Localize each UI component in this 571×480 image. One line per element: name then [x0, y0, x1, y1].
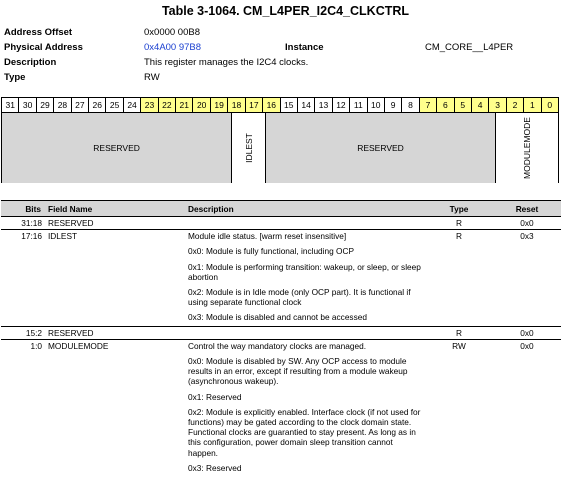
cell-bits: 1:0 — [1, 339, 45, 476]
bitfield-idlest — [232, 113, 266, 183]
cell-description — [185, 339, 425, 476]
cell-description — [185, 217, 425, 230]
bitfield-reserved — [266, 113, 496, 183]
meta-row-address-offset — [4, 25, 567, 40]
description-paragraph: Control the way mandatory clocks are managed. — [188, 340, 367, 351]
bit-number: 20 — [193, 98, 210, 112]
bit-number: 7 — [420, 98, 437, 112]
header-description: Description — [185, 201, 425, 217]
description-paragraph: 0x2: Module is explicitly enabled. Interface clock (if not used for functions) may be gated according to the clock domain state. Functional clocks are guarantied to stay present. As long as in this configuration, power domain sleep transition cannot happen. — [188, 406, 421, 458]
header-bits: Bits — [1, 201, 45, 217]
cell-field-name: IDLEST — [45, 230, 185, 326]
bit-number: 1 — [524, 98, 541, 112]
bit-number: 24 — [124, 98, 141, 112]
cell-type: R — [456, 218, 462, 228]
description-paragraph: 0x3: Module is disabled and cannot be accessed — [188, 312, 367, 323]
bit-number: 10 — [368, 98, 385, 112]
cell-reset: 0x0 — [493, 339, 561, 476]
table-title: Table 3-1064. CM_L4PER_I2C4_CLKCTRL — [161, 4, 410, 18]
bit-number: 14 — [298, 98, 315, 112]
bit-number: 0 — [542, 98, 558, 112]
bit-number: 4 — [472, 98, 489, 112]
bit-number: 31 — [2, 98, 19, 112]
bit-number: 29 — [37, 98, 54, 112]
bit-number: 16 — [263, 98, 280, 112]
register-field-table — [1, 200, 561, 476]
bit-number: 22 — [159, 98, 176, 112]
bit-number: 28 — [54, 98, 71, 112]
physical-address-link[interactable]: 0x4A00 97B8 — [144, 42, 202, 53]
cell-type: R — [425, 230, 493, 326]
bitfield-fields-row — [2, 113, 558, 183]
bitfield-reserved — [2, 113, 232, 183]
bitfield-modulemode — [496, 113, 558, 183]
table-row — [1, 326, 561, 339]
instance-label: Instance — [285, 42, 324, 53]
meta-row-physical-address — [4, 40, 567, 55]
bit-number: 25 — [106, 98, 123, 112]
bit-number: 26 — [89, 98, 106, 112]
cell-reset: 0x0 — [493, 326, 561, 339]
bitfield-label: RESERVED — [93, 143, 140, 153]
bit-number: 11 — [350, 98, 367, 112]
bit-number: 30 — [19, 98, 36, 112]
bitfield-diagram — [1, 97, 559, 183]
bit-number: 17 — [246, 98, 263, 112]
bit-number: 3 — [489, 98, 506, 112]
cell-field-name: RESERVED — [48, 218, 94, 228]
table-row — [1, 217, 561, 230]
header-field-name: Field Name — [45, 201, 185, 217]
type-label: Type — [4, 72, 26, 83]
register-meta — [4, 25, 567, 85]
physical-address-label: Physical Address — [4, 42, 83, 53]
bit-number: 8 — [402, 98, 419, 112]
bit-number: 13 — [315, 98, 332, 112]
description-paragraph: Module idle status. [warm reset insensitive] — [188, 231, 347, 242]
bit-number: 5 — [455, 98, 472, 112]
description-paragraph: 0x1: Module is performing transition: wakeup, or sleep, or sleep abortion — [188, 261, 421, 282]
meta-row-description — [4, 55, 567, 70]
cell-bits: 31:18 — [21, 218, 42, 228]
description-paragraph: 0x1: Reserved — [188, 391, 242, 402]
bit-number: 15 — [281, 98, 298, 112]
description-paragraph: 0x3: Reserved — [188, 462, 242, 473]
cell-description — [185, 326, 425, 339]
bit-number: 21 — [176, 98, 193, 112]
bit-number: 6 — [437, 98, 454, 112]
bitfield-label: RESERVED — [357, 143, 404, 153]
bit-number: 23 — [141, 98, 158, 112]
description-paragraph: 0x2: Module is in Idle mode (only OCP part). It is functional if using separate functional clock — [188, 287, 411, 308]
cell-field-name: MODULEMODE — [45, 339, 185, 476]
header-reset: Reset — [493, 201, 561, 217]
description-value: This register manages the I2C4 clocks. — [144, 57, 309, 68]
description-paragraph: 0x0: Module is fully functional, including OCP — [188, 246, 355, 257]
address-offset-label: Address Offset — [4, 27, 73, 38]
bit-number: 12 — [333, 98, 350, 112]
description-paragraph: 0x0: Module is disabled by SW. Any OCP access to module results in an error, except if resulting from a module wakeup (asynchronous wakeup). — [188, 356, 408, 387]
bit-number: 19 — [211, 98, 228, 112]
meta-row-type — [4, 70, 567, 85]
cell-bits: 17:16 — [1, 230, 45, 326]
cell-type: RW — [425, 339, 493, 476]
table-row — [1, 339, 561, 476]
description-label: Description — [4, 57, 57, 68]
bit-number-row — [2, 98, 558, 113]
bit-number: 18 — [228, 98, 245, 112]
cell-field-name: RESERVED — [45, 326, 185, 339]
bit-number: 2 — [507, 98, 524, 112]
cell-bits: 15:2 — [1, 326, 45, 339]
bitfield-label: MODULEMODE — [522, 117, 533, 179]
bit-number: 9 — [385, 98, 402, 112]
cell-type: R — [425, 326, 493, 339]
instance-value: CM_CORE__L4PER — [425, 42, 514, 53]
bitfield-label: IDLEST — [243, 133, 254, 163]
table-body — [1, 217, 561, 477]
bit-number: 27 — [72, 98, 89, 112]
table-header-row — [1, 201, 561, 217]
type-value: RW — [144, 72, 160, 83]
cell-reset: 0x0 — [520, 218, 534, 228]
table-row — [1, 230, 561, 326]
cell-description — [185, 230, 425, 326]
cell-reset: 0x3 — [493, 230, 561, 326]
address-offset-value: 0x0000 00B8 — [144, 27, 200, 38]
header-type: Type — [425, 201, 493, 217]
